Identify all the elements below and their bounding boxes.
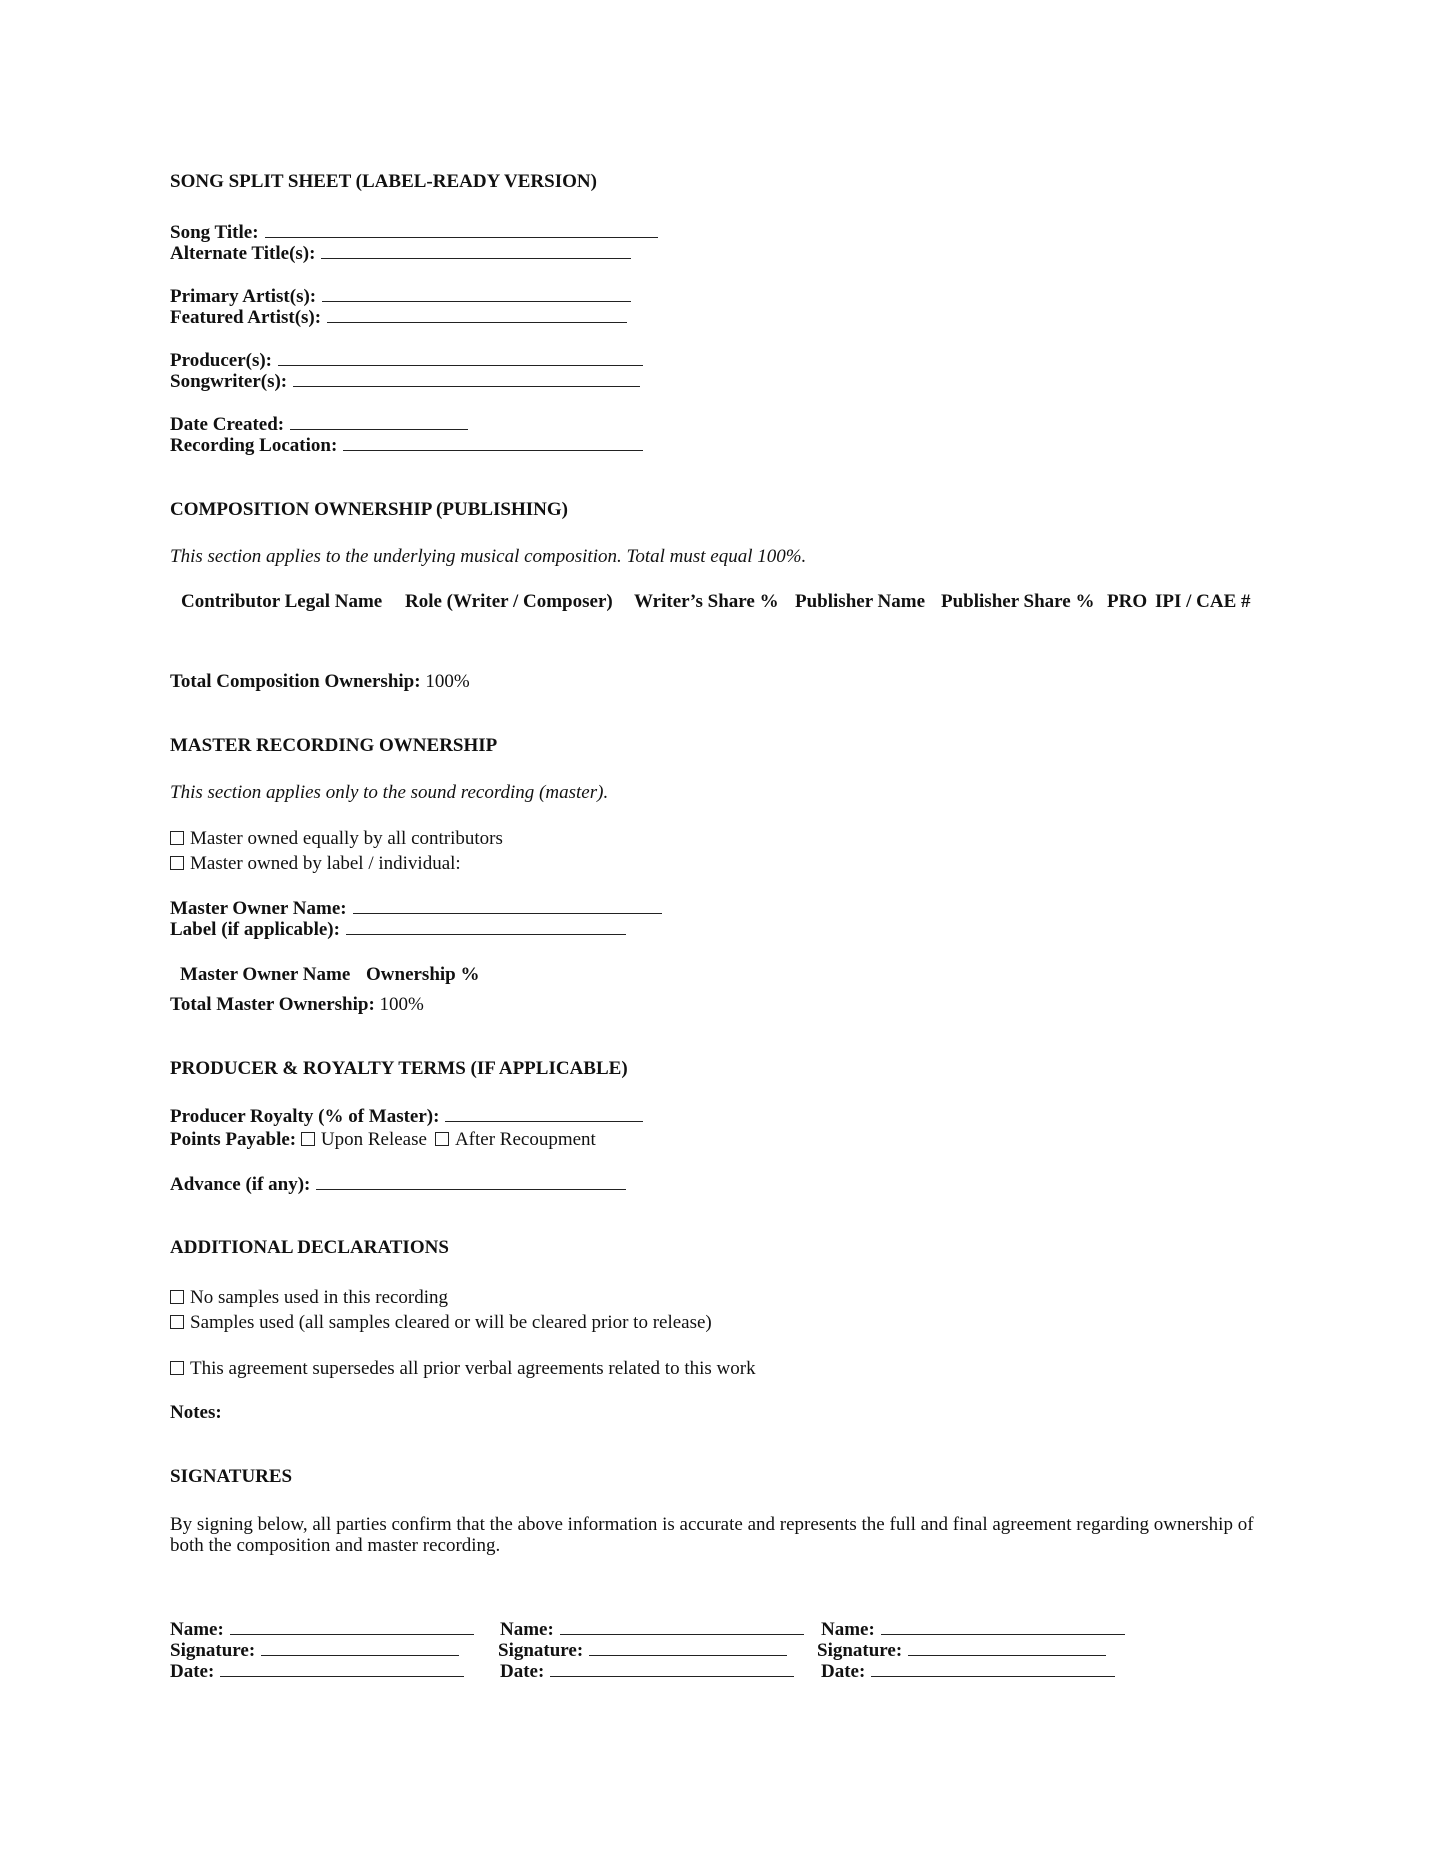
songwriters-blank[interactable] bbox=[293, 370, 640, 387]
signer1-signature-field[interactable] bbox=[170, 1639, 459, 1662]
master-note: This section applies only to the sound recording (master). bbox=[170, 782, 609, 803]
signer3-signature-field[interactable] bbox=[817, 1639, 1106, 1662]
song-title-blank[interactable] bbox=[265, 221, 658, 238]
song-title-label: Song Title: bbox=[170, 222, 259, 243]
featured-artists-field[interactable] bbox=[170, 306, 627, 329]
advance-label: Advance (if any): bbox=[170, 1174, 311, 1195]
signer3-name-blank[interactable] bbox=[881, 1618, 1125, 1635]
points-payable-row bbox=[170, 1129, 596, 1151]
composition-col-publisher-name: Publisher Name bbox=[795, 591, 926, 612]
signer1-name-field[interactable] bbox=[170, 1618, 474, 1641]
signer1-signature-label: Signature: bbox=[170, 1640, 256, 1661]
recording-location-blank[interactable] bbox=[343, 434, 643, 451]
checkbox-icon[interactable] bbox=[170, 831, 184, 845]
master-option-equal-label: Master owned equally by all contributors bbox=[190, 828, 503, 849]
signatures-statement-line2: both the composition and master recording. bbox=[170, 1535, 501, 1556]
master-total bbox=[170, 994, 424, 1016]
master-owner-name-field[interactable] bbox=[170, 897, 662, 920]
signer3-name-field[interactable] bbox=[821, 1618, 1125, 1641]
alternate-titles-blank[interactable] bbox=[321, 242, 631, 259]
checkbox-icon[interactable] bbox=[170, 1361, 184, 1375]
declaration-supersedes-label: This agreement supersedes all prior verbal agreements related to this work bbox=[190, 1358, 756, 1379]
signer2-date-label: Date: bbox=[500, 1661, 545, 1682]
producers-blank[interactable] bbox=[278, 349, 643, 366]
declaration-samples-used[interactable] bbox=[170, 1312, 712, 1334]
song-title-field[interactable] bbox=[170, 221, 658, 244]
composition-col-ipi: IPI / CAE # bbox=[1155, 591, 1251, 612]
checkbox-icon[interactable] bbox=[170, 1290, 184, 1304]
signer1-date-blank[interactable] bbox=[220, 1660, 464, 1677]
master-label-blank[interactable] bbox=[346, 918, 626, 935]
alternate-titles-field[interactable] bbox=[170, 242, 631, 265]
advance-blank[interactable] bbox=[316, 1173, 626, 1190]
primary-artists-blank[interactable] bbox=[322, 285, 631, 302]
alternate-titles-label: Alternate Title(s): bbox=[170, 243, 316, 264]
signer1-signature-blank[interactable] bbox=[261, 1639, 459, 1656]
primary-artists-field[interactable] bbox=[170, 285, 631, 308]
signer2-date-field[interactable] bbox=[500, 1660, 794, 1683]
signer2-name-blank[interactable] bbox=[560, 1618, 804, 1635]
producer-heading: PRODUCER & ROYALTY TERMS (IF APPLICABLE) bbox=[170, 1058, 628, 1079]
composition-col-writer-share: Writer’s Share % bbox=[634, 591, 779, 612]
signer3-name-label: Name: bbox=[821, 1619, 875, 1640]
master-col-owner-name: Master Owner Name bbox=[180, 964, 351, 985]
signer3-signature-blank[interactable] bbox=[908, 1639, 1106, 1656]
checkbox-icon[interactable] bbox=[170, 1315, 184, 1329]
checkbox-icon[interactable] bbox=[170, 856, 184, 870]
producers-label: Producer(s): bbox=[170, 350, 273, 371]
signer3-date-label: Date: bbox=[821, 1661, 866, 1682]
signer2-name-field[interactable] bbox=[500, 1618, 804, 1641]
songwriters-label: Songwriter(s): bbox=[170, 371, 288, 392]
master-col-ownership: Ownership % bbox=[366, 964, 480, 985]
producer-royalty-field[interactable] bbox=[170, 1105, 643, 1128]
signatures-heading: SIGNATURES bbox=[170, 1466, 293, 1487]
points-payable-label: Points Payable: bbox=[170, 1129, 297, 1150]
composition-total bbox=[170, 671, 470, 693]
signer1-name-blank[interactable] bbox=[230, 1618, 474, 1635]
producer-royalty-label: Producer Royalty (% of Master): bbox=[170, 1106, 440, 1127]
points-after-recoupment: After Recoupment bbox=[454, 1129, 596, 1150]
featured-artists-blank[interactable] bbox=[327, 306, 627, 323]
checkbox-icon[interactable] bbox=[301, 1132, 315, 1146]
signer2-date-blank[interactable] bbox=[550, 1660, 794, 1677]
declaration-no-samples-label: No samples used in this recording bbox=[190, 1287, 449, 1308]
composition-col-pro: PRO bbox=[1107, 591, 1148, 612]
master-total-value: 100% bbox=[379, 994, 424, 1015]
signer2-name-label: Name: bbox=[500, 1619, 554, 1640]
points-upon-release: Upon Release bbox=[320, 1129, 427, 1150]
declarations-heading: ADDITIONAL DECLARATIONS bbox=[170, 1237, 449, 1258]
master-option-equal[interactable] bbox=[170, 828, 503, 850]
declaration-supersedes[interactable] bbox=[170, 1358, 756, 1380]
composition-col-role: Role (Writer / Composer) bbox=[405, 591, 613, 612]
master-label-field[interactable] bbox=[170, 918, 626, 941]
producers-field[interactable] bbox=[170, 349, 643, 372]
notes-label: Notes: bbox=[170, 1402, 222, 1423]
page-title: SONG SPLIT SHEET (LABEL-READY VERSION) bbox=[170, 171, 597, 192]
signatures-statement-line1: By signing below, all parties confirm that the above information is accurate and represents the full and final agreement regarding ownership of bbox=[170, 1514, 1254, 1535]
signer2-signature-label: Signature: bbox=[498, 1640, 584, 1661]
signer3-date-field[interactable] bbox=[821, 1660, 1115, 1683]
master-option-label-text: Master owned by label / individual: bbox=[190, 853, 461, 874]
checkbox-icon[interactable] bbox=[435, 1132, 449, 1146]
signer3-signature-label: Signature: bbox=[817, 1640, 903, 1661]
composition-total-value: 100% bbox=[425, 671, 470, 692]
signer3-date-blank[interactable] bbox=[871, 1660, 1115, 1677]
signer1-name-label: Name: bbox=[170, 1619, 224, 1640]
date-created-label: Date Created: bbox=[170, 414, 285, 435]
master-total-label: Total Master Ownership: bbox=[170, 994, 375, 1015]
declaration-no-samples[interactable] bbox=[170, 1287, 448, 1309]
recording-location-label: Recording Location: bbox=[170, 435, 338, 456]
composition-heading: COMPOSITION OWNERSHIP (PUBLISHING) bbox=[170, 499, 568, 520]
signer1-date-label: Date: bbox=[170, 1661, 215, 1682]
composition-total-label: Total Composition Ownership: bbox=[170, 671, 421, 692]
featured-artists-label: Featured Artist(s): bbox=[170, 307, 322, 328]
master-heading: MASTER RECORDING OWNERSHIP bbox=[170, 735, 498, 756]
composition-col-publisher-share: Publisher Share % bbox=[941, 591, 1095, 612]
songwriters-field[interactable] bbox=[170, 370, 640, 393]
master-label-label: Label (if applicable): bbox=[170, 919, 340, 940]
master-owner-name-label: Master Owner Name: bbox=[170, 898, 347, 919]
signer1-date-field[interactable] bbox=[170, 1660, 464, 1683]
composition-col-contributor: Contributor Legal Name bbox=[181, 591, 383, 612]
signer2-signature-blank[interactable] bbox=[589, 1639, 787, 1656]
signer2-signature-field[interactable] bbox=[498, 1639, 787, 1662]
primary-artists-label: Primary Artist(s): bbox=[170, 286, 317, 307]
advance-field[interactable] bbox=[170, 1173, 626, 1196]
date-created-field[interactable] bbox=[170, 413, 468, 436]
recording-location-field[interactable] bbox=[170, 434, 643, 457]
master-option-label[interactable] bbox=[170, 853, 461, 875]
master-owner-name-blank[interactable] bbox=[353, 897, 662, 914]
declaration-samples-used-label: Samples used (all samples cleared or will be cleared prior to release) bbox=[190, 1312, 712, 1333]
producer-royalty-blank[interactable] bbox=[445, 1105, 643, 1122]
composition-note: This section applies to the underlying musical composition. Total must equal 100%. bbox=[170, 546, 807, 567]
date-created-blank[interactable] bbox=[290, 413, 468, 430]
